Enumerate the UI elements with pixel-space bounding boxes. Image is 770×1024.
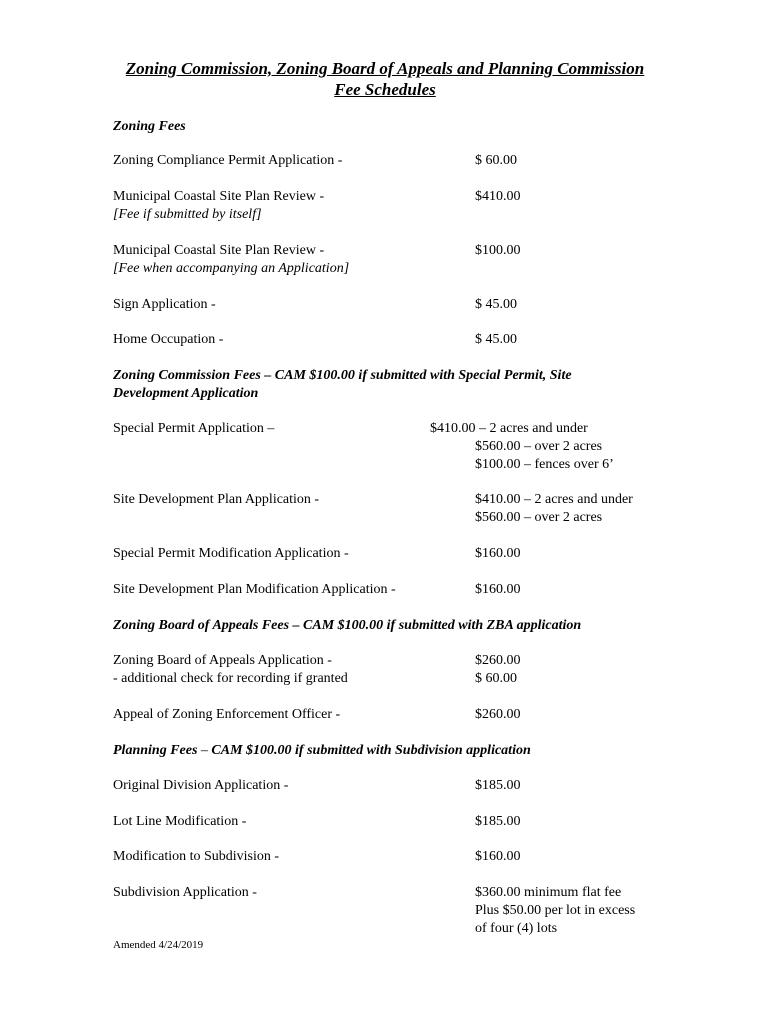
coastal-review-accompanying-label: Municipal Coastal Site Plan Review - [113,243,325,258]
coastal-review-accompanying-amount: $100.00 [475,243,521,258]
zba-recording-check-amount: $ 60.00 [475,671,517,686]
lot-line-modification-amount: $185.00 [475,814,521,829]
planning-fees-heading-dash: – [197,743,212,758]
zeo-appeal-amount: $260.00 [475,707,521,722]
subdivision-application-amount-2: Plus $50.00 per lot in excess [475,903,636,918]
planning-fees-heading-cam: CAM $100.00 if submitted with Subdivision application [211,743,531,758]
subdivision-modification-label: Modification to Subdivision - [113,849,280,864]
amended-date: Amended 4/24/2019 [113,939,204,951]
special-permit-label: Special Permit Application – [113,421,275,436]
zoning-compliance-amount: $ 60.00 [475,153,517,168]
home-occupation-label: Home Occupation - [113,332,224,347]
document-title-line-1: Zoning Commission, Zoning Board of Appeals and Planning Commission [125,59,645,78]
site-development-plan-amount-1: $410.00 – 2 acres and under [475,492,633,507]
zoning-compliance-label: Zoning Compliance Permit Application - [113,153,343,168]
zba-application-amount: $260.00 [475,653,521,668]
coastal-review-standalone-note: [Fee if submitted by itself] [113,207,262,222]
special-permit-amount-2: $560.00 – over 2 acres [475,439,603,454]
planning-fees-heading-title: Planning Fees [113,743,198,758]
zoning-commission-fees-heading-line-1: Zoning Commission Fees – CAM $100.00 if submitted with Special Permit, Site [113,368,572,383]
coastal-review-standalone-label: Municipal Coastal Site Plan Review - [113,189,325,204]
site-plan-modification-label: Site Development Plan Modification Application - [113,582,396,597]
home-occupation-amount: $ 45.00 [475,332,517,347]
special-permit-amount-3: $100.00 – fences over 6’ [475,457,614,472]
subdivision-application-label: Subdivision Application - [113,885,257,900]
site-plan-modification-amount: $160.00 [475,582,521,597]
zeo-appeal-label: Appeal of Zoning Enforcement Officer - [113,707,341,722]
special-permit-modification-label: Special Permit Modification Application - [113,546,349,561]
lot-line-modification-label: Lot Line Modification - [113,814,247,829]
zoning-fees-heading: Zoning Fees [113,119,186,134]
subdivision-application-amount-1: $360.00 minimum flat fee [475,885,622,900]
zoning-commission-fees-heading-line-2: Development Application [113,386,259,401]
zba-application-label: Zoning Board of Appeals Application - [113,653,332,668]
coastal-review-standalone-amount: $410.00 [475,189,521,204]
original-division-amount: $185.00 [475,778,521,793]
special-permit-modification-amount: $160.00 [475,546,521,561]
document-title-line-2: Fee Schedules [334,80,436,99]
subdivision-application-amount-3: of four (4) lots [475,921,558,936]
sign-application-amount: $ 45.00 [475,297,517,312]
zba-fees-heading: Zoning Board of Appeals Fees – CAM $100.00 if submitted with ZBA application [113,618,582,633]
planning-fees-heading [113,741,653,760]
site-development-plan-amount-2: $560.00 – over 2 acres [475,510,603,525]
subdivision-modification-amount: $160.00 [475,849,521,864]
coastal-review-accompanying-note: [Fee when accompanying an Application] [113,261,350,276]
special-permit-amount-1: $410.00 – 2 acres and under [430,421,588,436]
zba-recording-check-label: - additional check for recording if granted [113,671,348,686]
sign-application-label: Sign Application - [113,297,216,312]
site-development-plan-label: Site Development Plan Application - [113,492,320,507]
original-division-label: Original Division Application - [113,778,289,793]
